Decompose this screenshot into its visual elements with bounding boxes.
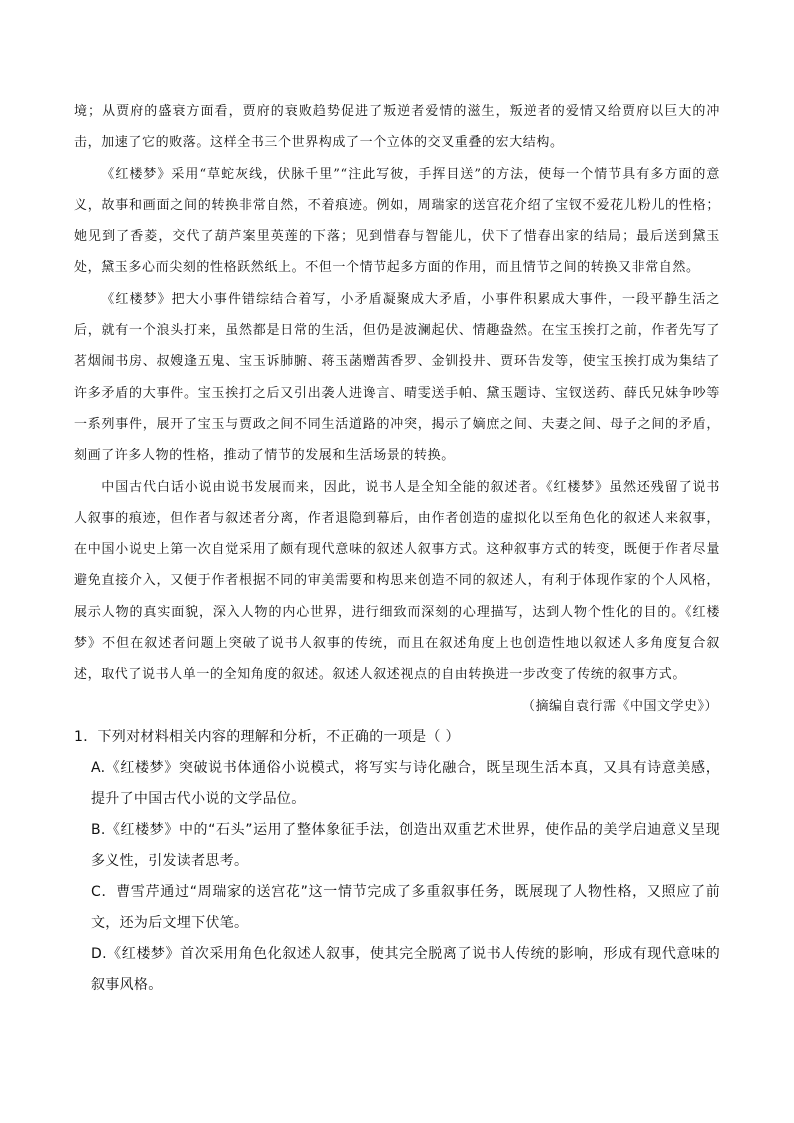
- passage-paragraph-2: 《红楼梦》采用“草蛇灰线，伏脉千里”“注此写彼，手挥目送”的方法，使每一个情节具有多方面的意义，故事和画面之间的转换非常自然，不着痕迹。例如，周瑞家的送宫花介绍了宝钗不爱花儿粉儿的性格；她见到了香菱，交代了葫芦案里英莲的下落；见到惜春与智能儿，伏下了惜春出家的结局；最后送到黛玉处，黛玉多心而尖刻的性格跃然纸上。不但一个情节起多方面的作用，而且情节之间的转换又非常自然。: [74, 166, 720, 276]
- passage-paragraph-3: 《红楼梦》把大小事件错综结合着写，小矛盾凝聚成大矛盾，小事件积累成大事件，一段平静生活之后，就有一个浪头打来，虽然都是日常的生活，但仍是波澜起伏、情趣盎然。在宝玉挨打之前，作者先写了茗烟闹书房、叔嫂逢五鬼、宝玉诉肺腑、蒋玉菡赠茜香罗、金钏投井、贾环告发等，使宝玉挨打成为集结了许多矛盾的大事件。宝玉挨打之后又引出袭人进谗言、晴雯送手帕、黛玉题诗、宝钗送药、薛氏兄妹争吵等一系列事件，展开了宝玉与贾政之间不同生活道路的冲突，揭示了嫡庶之间、夫妻之间、母子之间的矛盾，刻画了许多人物的性格，推动了情节的发展和生活场景的转换。: [74, 291, 720, 464]
- option-c[interactable]: C．曹雪芹通过“周瑞家的送宫花”这一情节完成了多重叙事任务，既展现了人物性格，又照应了前文，还为后文埋下伏笔。: [91, 883, 720, 931]
- passage-paragraph-4: 中国古代白话小说由说书发展而来，因此，说书人是全知全能的叙述者。《红楼梦》虽然还残留了说书人叙事的痕迹，但作者与叙述者分离，作者退隐到幕后，由作者创造的虚拟化以至角色化的叙述人来叙事，在中国小说史上第一次自觉采用了颇有现代意味的叙述人叙事方式。这种叙事方式的转变，既便于作者尽量避免直接介入，又便于作者根据不同的审美需要和构思来创造不同的叙述人，有利于体现作家的个人风格，展示人物的真实面貌，深入人物的内心世界，进行细致而深刻的心理描写，达到人物个性化的目的。《红楼梦》不但在叙述者问题上突破了说书人叙事的传统，而且在叙述角度上也创造性地以叙述人多角度复合叙述，取代了说书人单一的全知角度的叙述。叙述人叙述视点的自由转换进一步改变了传统的叙事方式。: [74, 479, 720, 683]
- reading-passage: [74, 96, 720, 691]
- question-stem: 1．下列对材料相关内容的理解和分析，不正确的一项是（ ）: [74, 728, 460, 745]
- passage-source: （摘编自袁行霈《中国文学史》）: [521, 698, 718, 714]
- option-a[interactable]: A.《红楼梦》突破说书体通俗小说模式，将写实与诗化融合，既呈现生活本真，又具有诗意美感，提升了中国古代小说的文学品位。: [91, 759, 720, 807]
- option-d[interactable]: D.《红楼梦》首次采用角色化叙述人叙事，使其完全脱离了说书人传统的影响，形成有现代意味的叙事风格。: [91, 945, 720, 993]
- question-1: [74, 722, 720, 1001]
- passage-paragraph-1: 境；从贾府的盛衰方面看，贾府的衰败趋势促进了叛逆者爱情的滋生，叛逆者的爱情又给贾府以巨大的冲击，加速了它的败落。这样全书三个世界构成了一个立体的交叉重叠的宏大结构。: [74, 104, 720, 151]
- option-b[interactable]: B.《红楼梦》中的“石头”运用了整体象征手法，创造出双重艺术世界，使作品的美学启迪意义呈现多义性，引发读者思考。: [91, 821, 720, 869]
